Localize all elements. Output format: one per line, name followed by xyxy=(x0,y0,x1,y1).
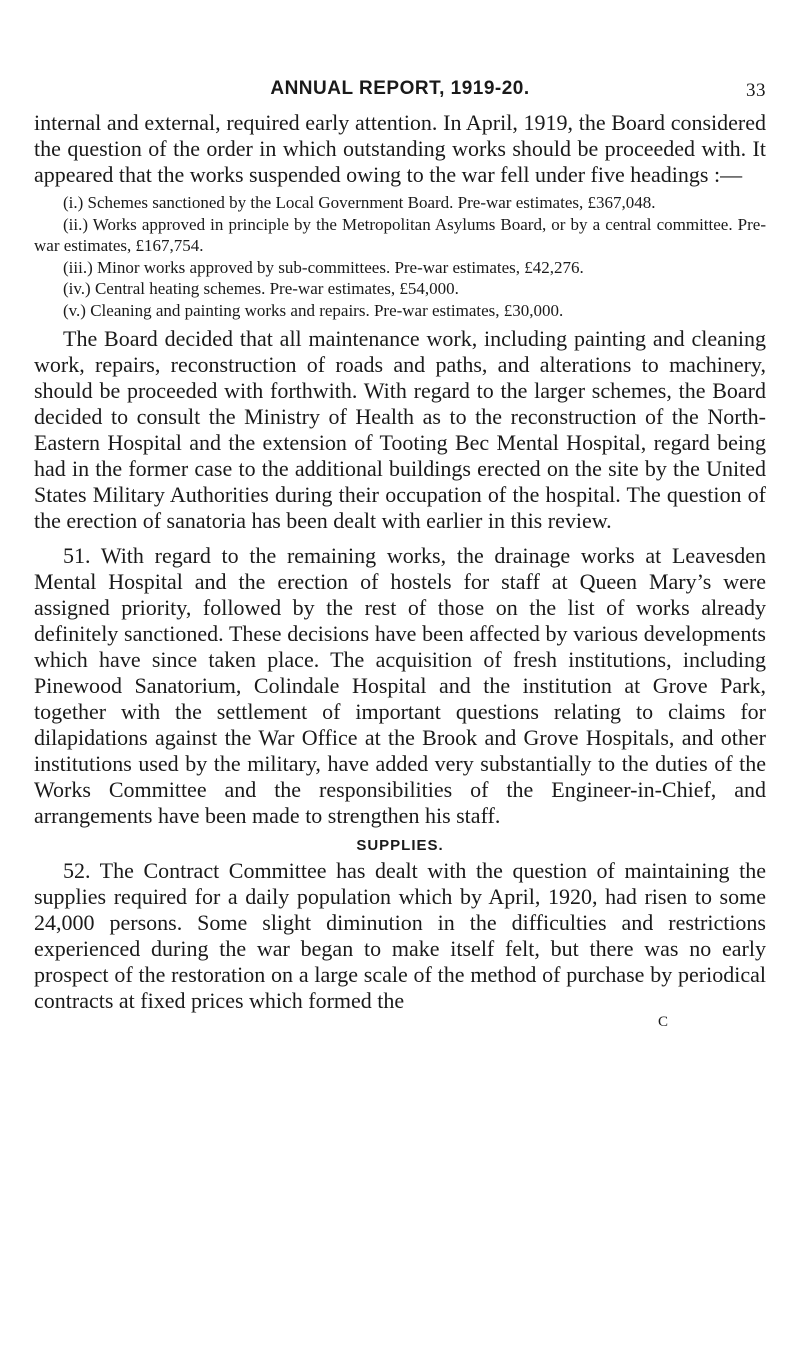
maintenance-paragraph: The Board decided that all maintenance work, including painting and cleaning work, repairs, reconstruction of roads and paths, and alterations to machinery, should be proceeded with forthwith. With regard to the larger schemes, the Board decided to consult the Ministry of Health as to the reconstruction of the North-Eastern Hospital and the extension of Tooting Bec Mental Hospital, regard being had in the former case to the additional buildings erected on the site by the United States Military Authorities during their occupation of the hospital. The question of the erection of sanatoria has been dealt with earlier in this review. xyxy=(34,325,766,533)
report-title: ANNUAL REPORT, 1919-20. xyxy=(270,78,530,99)
heading-item-3: (iii.) Minor works approved by sub-committees. Pre-war estimates, £42,276. xyxy=(63,257,584,277)
signature-mark: C xyxy=(657,1013,668,1030)
lead-paragraph: internal and external, required early attention. In April, 1919, the Board considered the question of the order in which outstanding works should be proceeded with. It appeared that the works suspended owing to the war fell under five headings :— xyxy=(34,110,766,187)
section-heading-supplies: SUPPLIES. xyxy=(356,836,444,854)
heading-item-5: (v.) Cleaning and painting works and repairs. Pre-war estimates, £30,000. xyxy=(63,300,564,320)
page-number: 33 xyxy=(746,80,766,101)
heading-item-4: (iv.) Central heating schemes. Pre-war estimates, £54,000. xyxy=(63,279,459,299)
paragraph-51: 51. With regard to the remaining works, the drainage works at Leavesden Mental Hospital and the erection of hostels for staff at Queen Mary’s were assigned priority, followed by the rest of those on the list of works already definitely sanctioned. These decisions have been affected by various developments which have since taken place. The acquisition of fresh institutions, including Pinewood Sanatorium, Colindale Hospital and the institution at Grove Park, together with the settlement of important questions relating to claims for dilapidations against the War Office at the Brook and Grove Hospitals, and other institutions used by the military, have added very substantially to the duties of the Works Committee and the responsibilities of the Engineer-in-Chief, and arrangements have been made to strengthen his staff. xyxy=(34,542,766,828)
document-page xyxy=(34,0,766,1030)
paragraph-52: 52. The Contract Committee has dealt with the question of maintaining the supplies required for a daily population which by April, 1920, had risen to some 24,000 persons. Some slight diminution in the difficulties and restrictions experienced during the war began to make itself felt, but there was no early prospect of the restoration on a large scale of the method of purchase by periodical contracts at fixed prices which formed the xyxy=(34,857,766,1013)
heading-item-2: (ii.) Works approved in principle by the Metropolitan Asylums Board, or by a central committee. Pre-war estimates, £167,754. xyxy=(34,214,766,256)
running-header xyxy=(34,74,766,104)
heading-item-1: (i.) Schemes sanctioned by the Local Government Board. Pre-war estimates, £367,048. xyxy=(63,193,656,212)
headings-list xyxy=(34,192,766,322)
